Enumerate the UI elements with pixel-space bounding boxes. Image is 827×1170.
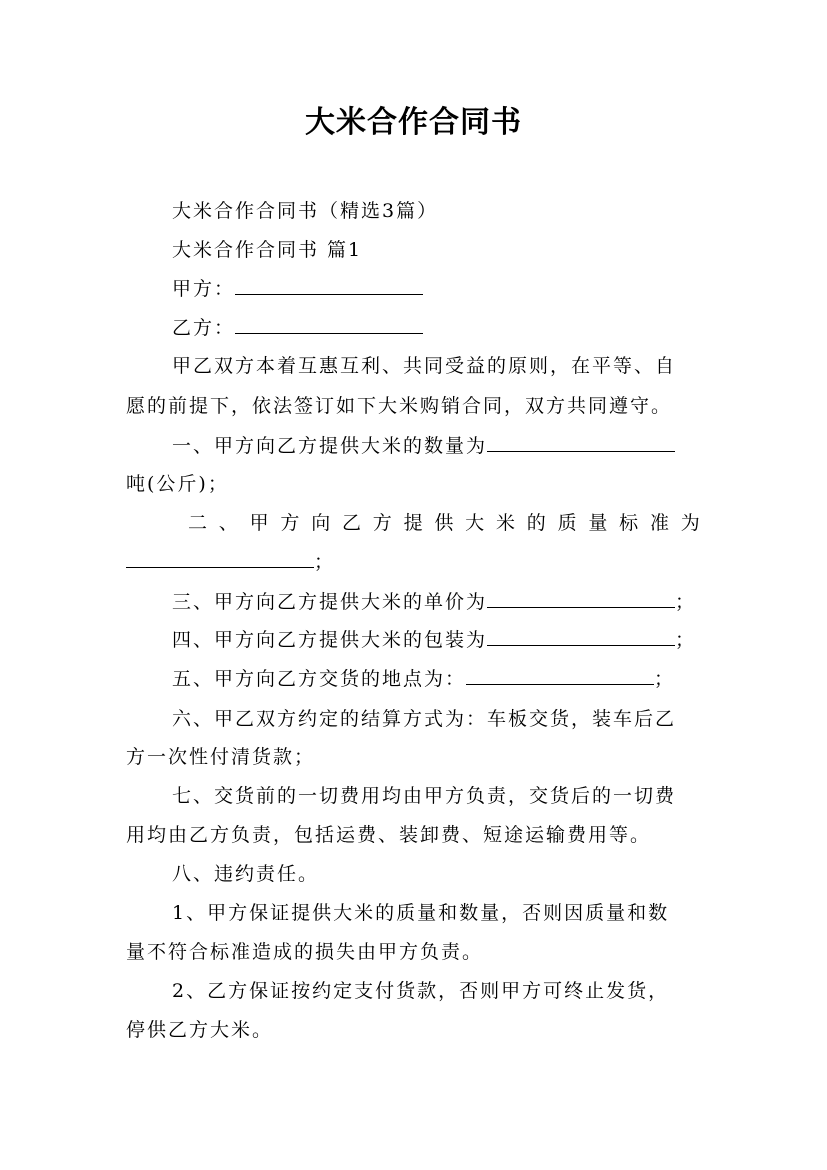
clause-2-char: 的 [526,512,546,534]
clause-5-blank [466,666,654,685]
party-b-blank [235,315,423,334]
subtitle: 大米合作合同书（精选3篇） [172,200,439,222]
intro-line-2: 愿的前提下，依法签订如下大米购销合同，双方共同遵守。 [126,395,673,417]
clause-2-end: ； [314,551,336,573]
clause-8-2-line-2: 停供乙方大米。 [126,1019,274,1041]
clause-2-blank [126,549,314,568]
clause-3-line [172,589,696,615]
clause-2-char: 乙 [341,512,361,534]
clause-2-char: 方 [280,512,300,534]
clause-3-blank [487,589,675,608]
party-b-line [172,315,423,341]
clause-2-char: 为 [680,512,700,534]
clause-2-char: 二 [188,512,208,534]
clause-4-end: ； [675,629,697,651]
intro-line-1: 甲乙双方本着互惠互利、共同受益的原则，在平等、自 [172,355,677,377]
clause-2-char: 供 [434,512,454,534]
clause-2-char: 方 [372,512,392,534]
party-b-label: 乙方： [172,317,236,339]
clause-2-char: 米 [495,512,515,534]
clause-1-text: 一、甲方向乙方提供大米的数量为 [172,435,488,457]
clause-2-char: 提 [403,512,423,534]
clause-6-line-2: 方一次性付清货款； [126,746,316,768]
clause-3-end: ； [675,591,697,613]
clause-8-1-line-2: 量不符合标准造成的损失由甲方负责。 [126,941,484,963]
clause-3-text: 三、甲方向乙方提供大米的单价为 [172,591,488,613]
clause-2-char: 质 [557,512,577,534]
clause-5-end: ； [654,668,676,690]
clause-2-char: 、 [218,512,238,534]
clause-6-line-1: 六、甲乙双方约定的结算方式为：车板交货，装车后乙 [172,708,677,730]
clause-5-line [172,666,675,692]
clause-2-char: 甲 [249,512,269,534]
party-a-label: 甲方： [172,278,236,300]
clause-2-char: 向 [311,512,331,534]
clause-7-line-1: 七、交货前的一切费用均由甲方负责，交货后的一切费 [172,785,677,807]
document-title: 大米合作合同书 [305,105,522,140]
clause-8-2-line-1: 2、乙方保证按约定支付货款，否则甲方可终止发货， [172,980,670,1002]
clause-8-heading: 八、违约责任。 [172,863,320,885]
section-heading: 大米合作合同书 篇1 [172,239,363,261]
clause-2-char: 量 [588,512,608,534]
clause-2-char: 大 [465,512,485,534]
clause-1-unit: 吨(公斤)； [126,473,229,495]
party-a-blank [235,276,423,295]
clause-8-1-line-1: 1、甲方保证提供大米的质量和数量，否则因质量和数 [172,902,670,924]
clause-1-line [172,433,675,459]
clause-2-char: 标 [619,512,639,534]
clause-2-line [188,510,700,536]
clause-2-char: 准 [649,512,669,534]
clause-5-text: 五、甲方向乙方交货的地点为： [172,668,467,690]
clause-4-blank [487,627,675,646]
clause-7-line-2: 用均由乙方负责，包括运费、装卸费、短途运输费用等。 [126,824,652,846]
clause-1-blank [487,433,675,452]
clause-4-line [172,627,696,653]
clause-4-text: 四、甲方向乙方提供大米的包装为 [172,629,488,651]
party-a-line [172,276,423,302]
clause-2-blank-line [126,549,335,575]
